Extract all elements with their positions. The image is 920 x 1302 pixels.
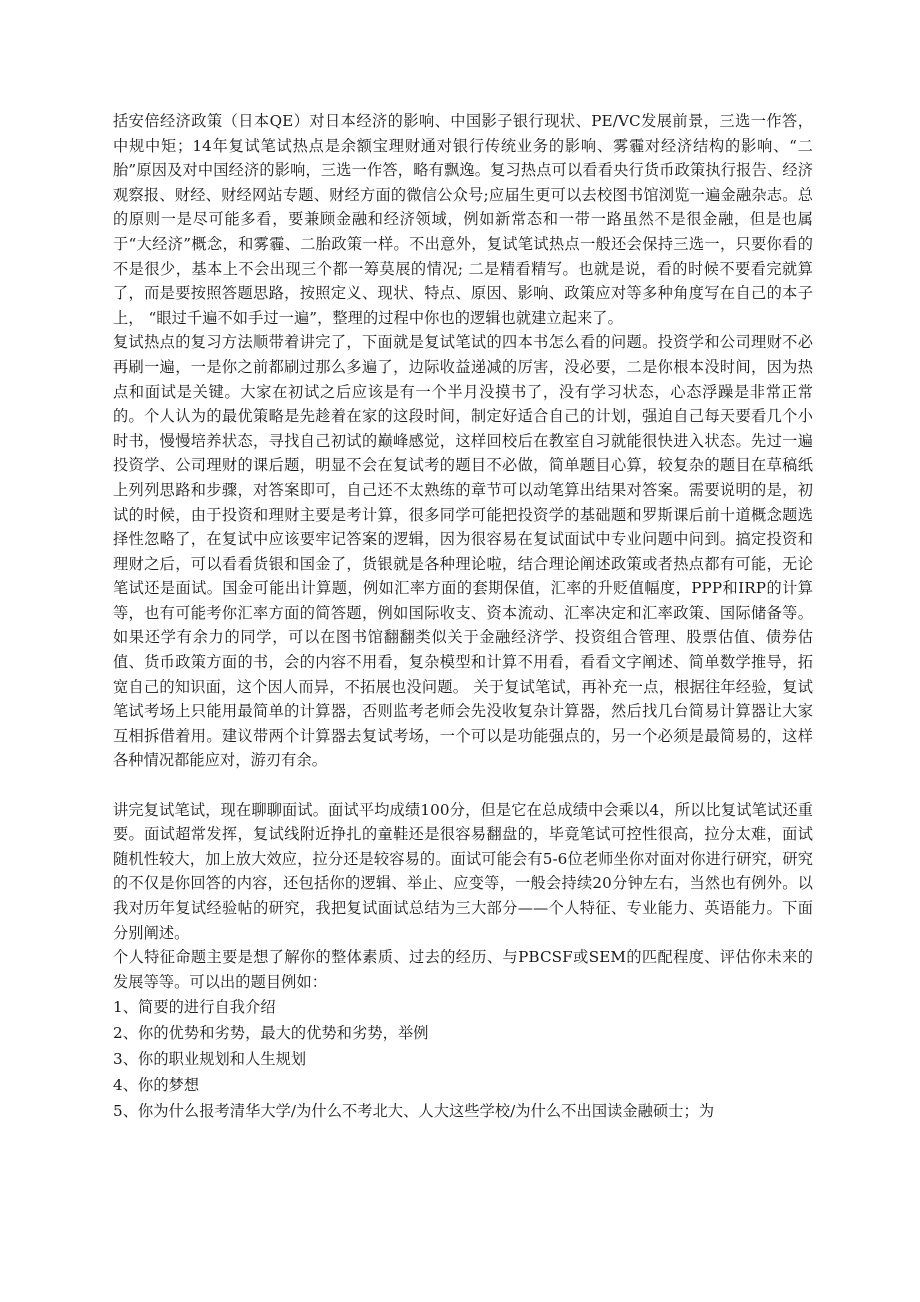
- paragraph: 括安倍经济政策（日本QE）对日本经济的影响、中国影子银行现状、PE/VC发展前景，三选一作答，中规中矩；14年复试笔试热点是余额宝理财通对银行传统业务的影响、雾霾对经济结构的影响、“二胎”原因及对中国经济的影响，三选一作答，略有飘逸。复习热点可以看看央行货币政策执行报告、经济观察报、财经、财经网站专题、财经方面的微信公众号;应届生更可以去校图书馆浏览一遍金融杂志。总的原则一是尽可能多看，要兼顾金融和经济领域，例如新常态和一带一路虽然不是很金融，但是也属于“大经济”概念，和雾霾、二胎政策一样。不出意外，复试笔试热点一般还会保持三选一，只要你看的不是很少，基本上不会出现三个都一筹莫展的情况; 二是精看精写。也就是说，看的时候不要看完就算了，而是要按照答题思路，按照定义、现状、特点、原因、影响、政策应对等多种角度写在自己的本子上， “眼过千遍不如手过一遍”，整理的过程中你也的逻辑也就建立起来了。: [113, 112, 813, 327]
- paragraph: 复试热点的复习方法顺带着讲完了，下面就是复试笔试的四本书怎么看的问题。投资学和公司理财不必再刷一遍，一是你之前都刷过那么多遍了，边际收益递减的厉害，没必要，二是你根本没时间，因为热点和面试是关键。大家在初试之后应该是有一个半月没摸书了，没有学习状态，心态浮躁是非常正常的。个人认为的最优策略是先趁着在家的这段时间，制定好适合自己的计划，强迫自己每天要看几个小时书，慢慢培养状态，寻找自己初试的巅峰感觉，这样回校后在教室自习就能很快进入状态。先过一遍投资学、公司理财的课后题，明显不会在复试考的题目不必做，简单题目心算，较复杂的题目在草稿纸上列列思路和步骤，对答案即可，自己还不太熟练的章节可以动笔算出结果对答案。需要说明的是，初试的时候，由于投资和理财主要是考计算，很多同学可能把投资学的基础题和罗斯课后前十道概念题选择性忽略了，在复试中应该要牢记答案的逻辑，因为很容易在复试面试中专业问题中问到。搞定投资和理财之后，可以看看货银和国金了，货银就是各种理论啦，结合理论阐述政策或者热点都有可能，无论笔试还是面试。国金可能出计算题，例如汇率方面的套期保值，汇率的升贬值幅度，PPP和IRP的计算等，也有可能考你汇率方面的简答题，例如国际收支、资本流动、汇率决定和汇率政策、国际储备等。如果还学有余力的同学，可以在图书馆翻翻类似关于金融经济学、投资组合管理、股票估值、债券估值、货币政策方面的书，会的内容不用看，复杂模型和计算不用看，看看文字阐述、简单数学推导，拓宽自己的知识面，这个因人而异，不拓展也没问题。 关于复试笔试，再补充一点，根据往年经验，复试笔试考场上只能用最简单的计算器，否则监考老师会先没收复杂计算器，然后找几台简易计算器让大家互相拆借着用。建议带两个计算器去复试考场，一个可以是功能强点的，另一个必须是最简易的，这样各种情况都能应对，游刃有余。: [113, 333, 813, 770]
- list-item: 4、你的梦想: [113, 1076, 200, 1095]
- list-item: 1、简要的进行自我介绍: [113, 998, 276, 1017]
- list-item: 3、你的职业规划和人生规划: [113, 1050, 307, 1069]
- paragraph: 个人特征命题主要是想了解你的整体素质、过去的经历、与PBCSF或SEM的匹配程度、评估你未来的发展等等。可以出的题目例如：: [113, 948, 813, 991]
- document-body: [113, 109, 813, 1124]
- list-item: 2、你的优势和劣势，最大的优势和劣势，举例: [113, 1024, 429, 1043]
- list-item: 5、你为什么报考清华大学/为什么不考北大、人大这些学校/为什么不出国读金融硕士；为: [113, 1102, 715, 1121]
- paragraph: 讲完复试笔试，现在聊聊面试。面试平均成绩100分，但是它在总成绩中会乘以4，所以比复试笔试还重要。面试超常发挥，复试线附近挣扎的童鞋还是很容易翻盘的，毕竟笔试可控性很高，拉分太难，面试随机性较大，加上放大效应，拉分还是较容易的。面试可能会有5-6位老师坐你对面对你进行研究，研究的不仅是你回答的内容，还包括你的逻辑、举止、应变等，一般会持续20分钟左右，当然也有例外。以我对历年复试经验帖的研究，我把复试面试总结为三大部分——个人特征、专业能力、英语能力。下面分别阐述。: [113, 800, 813, 942]
- paragraph-spacer: [113, 773, 813, 798]
